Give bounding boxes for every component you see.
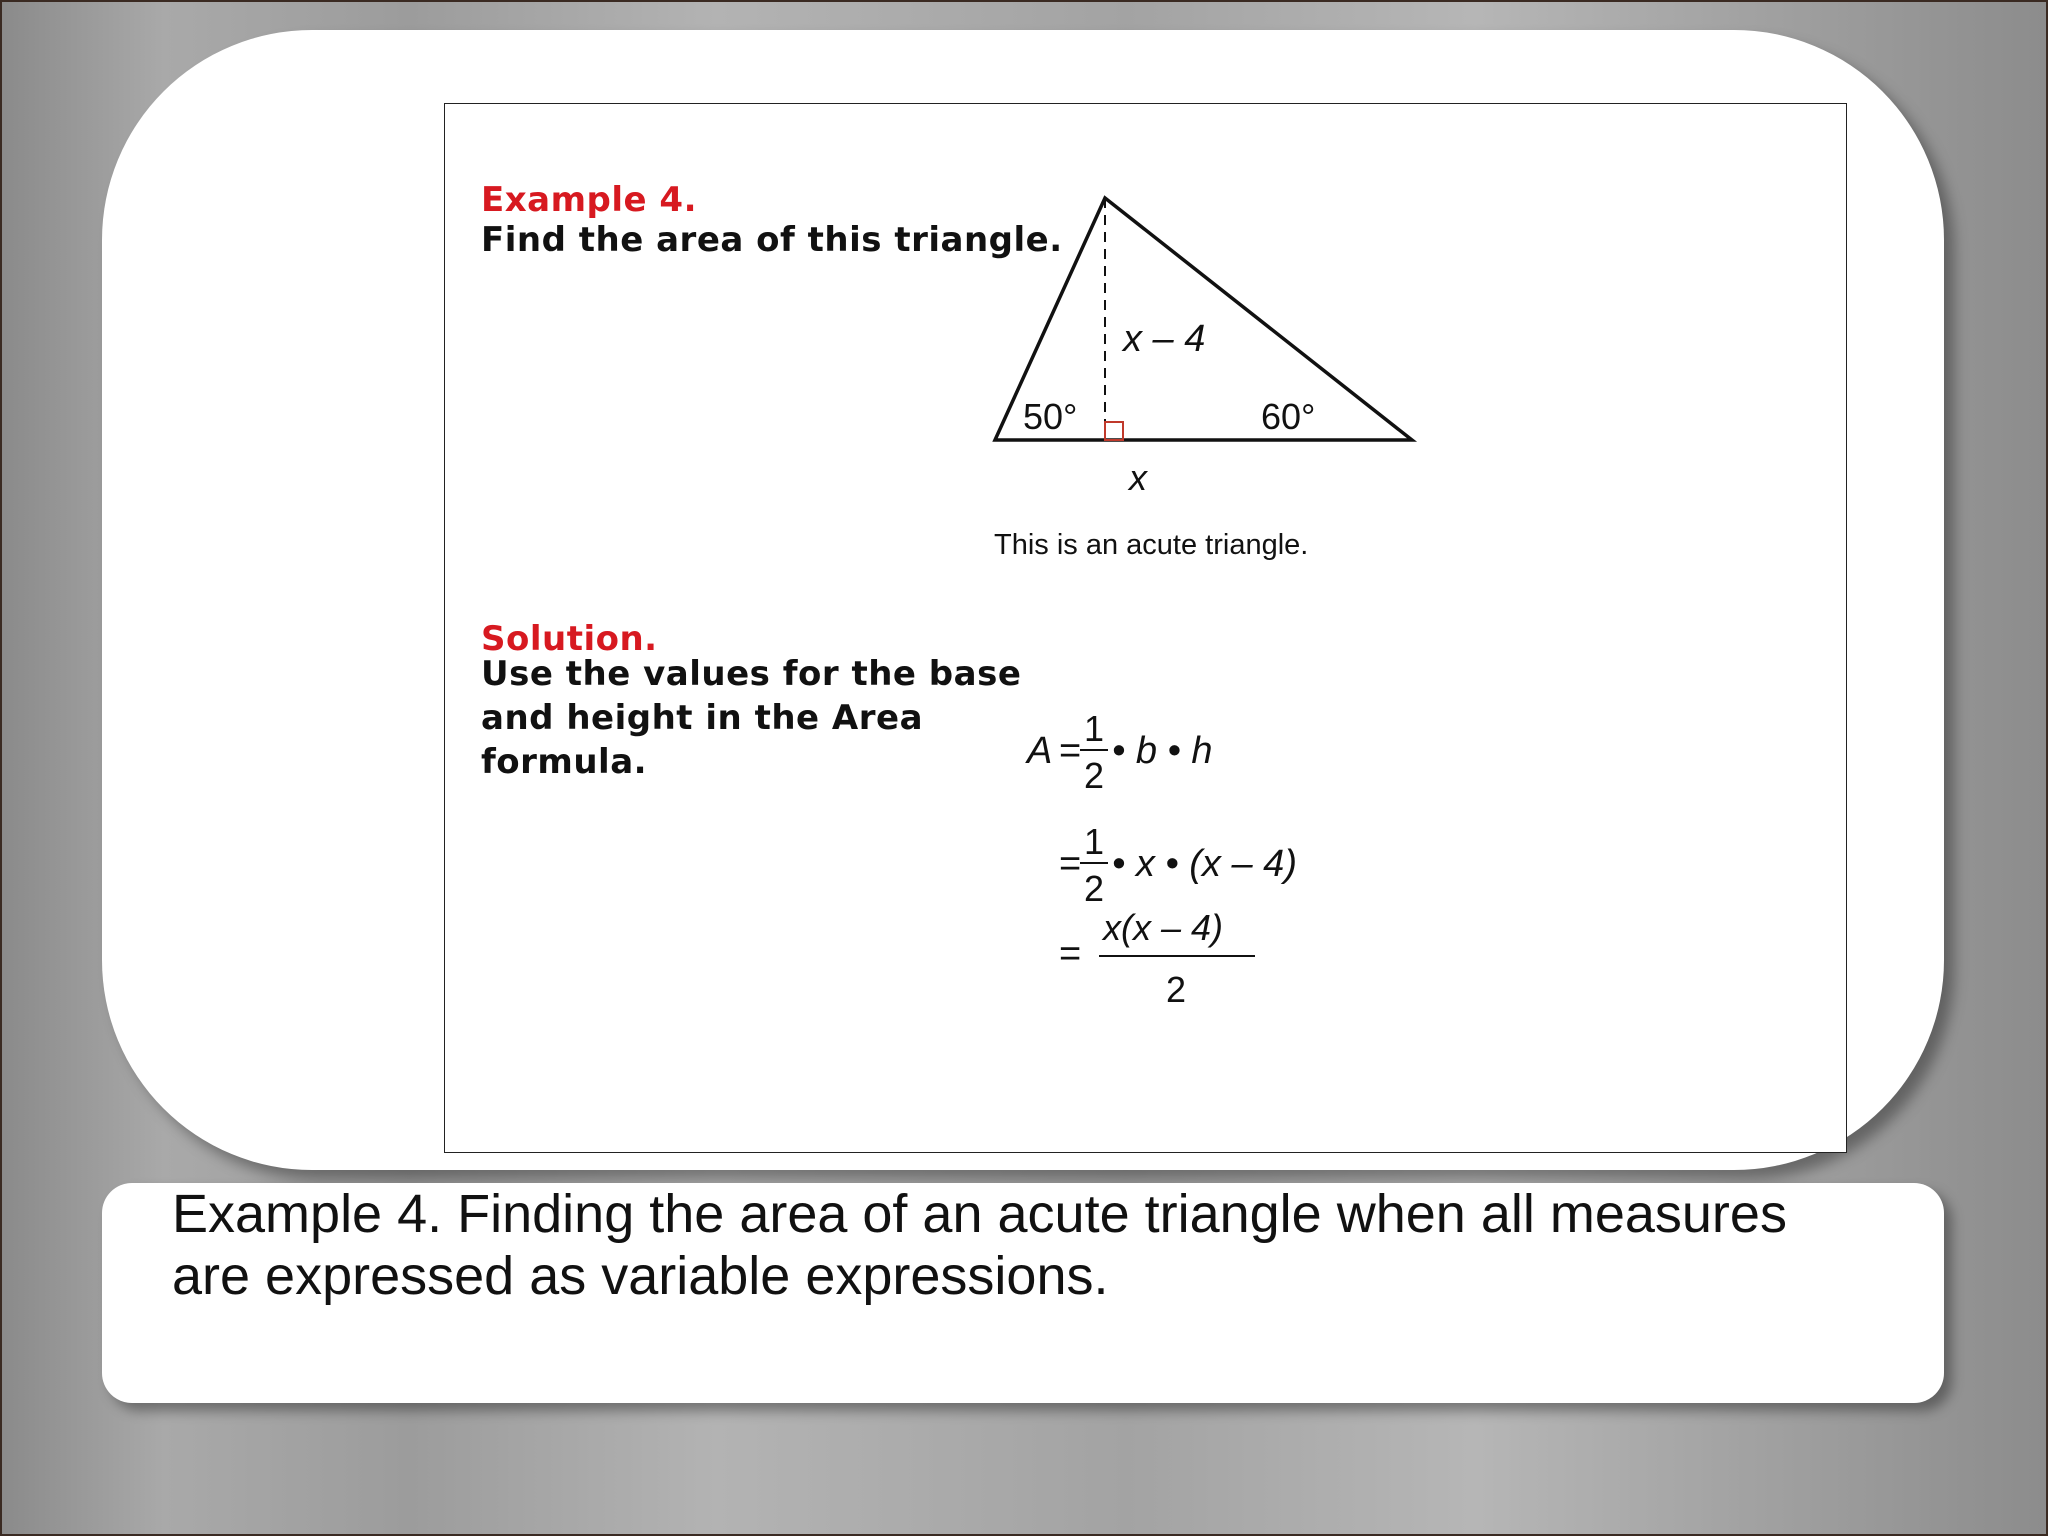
half-den-2: 2: [1084, 868, 1105, 909]
formula-eq-1: =: [1059, 730, 1082, 772]
base-label: x: [1129, 457, 1147, 498]
example-prompt: Find the area of this triangle.: [481, 220, 1063, 260]
result-num: x(x – 4): [1103, 907, 1224, 948]
half-num-1: 1: [1084, 708, 1105, 749]
main-content-panel: [102, 30, 1944, 1170]
right-angle-label: 60°: [1261, 396, 1316, 437]
result-den: 2: [1166, 969, 1187, 1010]
example-title: Example 4.: [481, 180, 697, 220]
half-num-2: 1: [1084, 821, 1105, 862]
formula-eq-3: =: [1059, 933, 1082, 975]
half-den-1: 2: [1084, 755, 1105, 796]
right-angle-marker: [1105, 422, 1123, 440]
left-angle-label: 50°: [1023, 396, 1078, 437]
height-label: x – 4: [1123, 318, 1206, 360]
solution-text: Use the values for the base and height in the Area formula.: [481, 654, 1022, 782]
formula-line-1: [1025, 708, 1213, 796]
formula-line-2: [1059, 821, 1297, 909]
formula-rest-2: • x • (x – 4): [1112, 843, 1297, 885]
triangle-diagram: [445, 104, 1848, 1154]
example-slide: [444, 103, 1847, 1153]
caption-text: Example 4. Finding the area of an acute triangle when all measures are expressed as variable expressions.: [172, 1184, 1787, 1306]
solution-title: Solution.: [481, 619, 658, 659]
triangle-note: This is an acute triangle.: [994, 529, 1309, 561]
formula-eq-2: =: [1059, 843, 1082, 885]
formula-a: A: [1027, 730, 1053, 772]
formula-rest-1: • b • h: [1112, 730, 1213, 772]
caption-panel: [102, 1183, 1944, 1403]
formula-line-3: [1059, 907, 1255, 1010]
